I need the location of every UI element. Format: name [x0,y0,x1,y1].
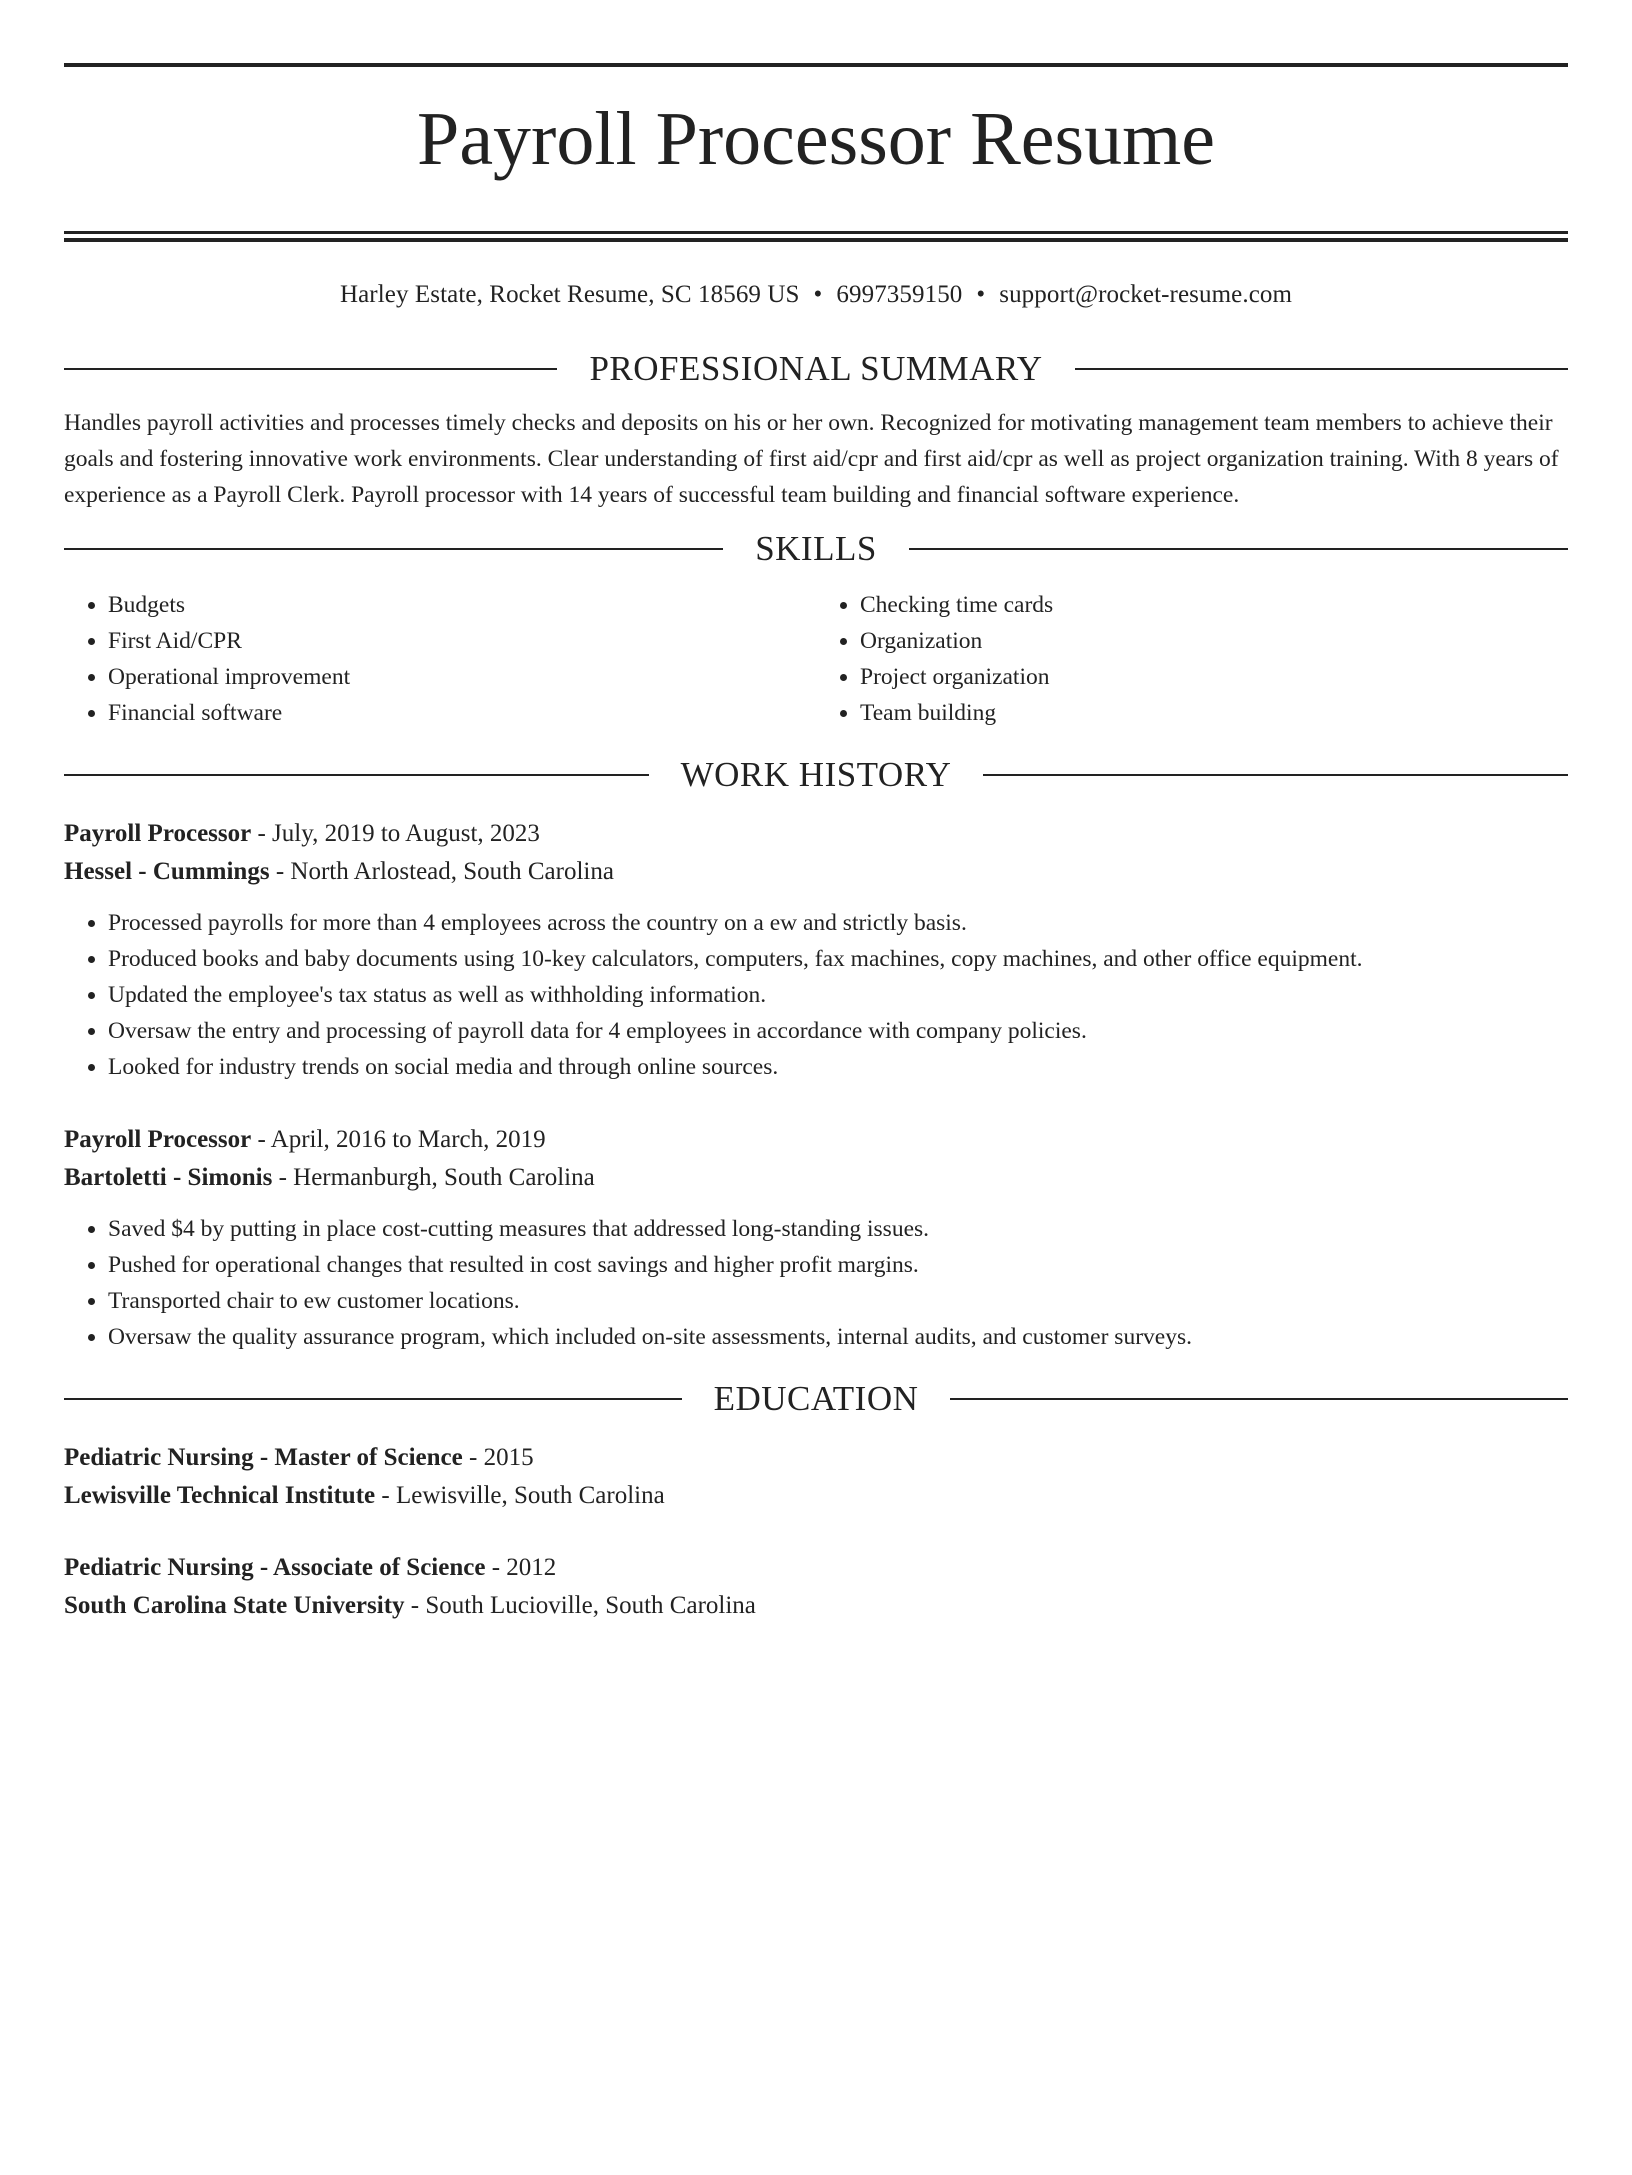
job-bullet: • Produced books and baby documents using 10-key calculators, computers, fax machines, copy machines, and other office equipment. [108,941,1568,977]
job-entry [64,1121,1568,1355]
section-rule-left [64,774,649,776]
job-bullet: • Saved $4 by putting in place cost-cutting measures that addressed long-standing issues. [108,1211,1568,1247]
section-rule-right [909,548,1568,550]
job-bullets [64,905,1568,1085]
job-bullet: • Updated the employee's tax status as well as withholding information. [108,977,1568,1013]
job-bullet: • Processed payrolls for more than 4 employees across the country on a ew and strictly basis. [108,905,1568,941]
contact-separator: • [976,281,986,308]
job-title-line [64,815,1568,853]
job-dates: - July, 2019 to August, 2023 [251,820,540,847]
education-school: South Carolina State University [64,1592,405,1619]
section-rule-left [64,1398,682,1400]
job-company-line [64,853,1568,891]
section-title-summary: PROFESSIONAL SUMMARY [589,349,1043,388]
job-company-line [64,1159,1568,1197]
education-location: - South Lucioville, South Carolina [404,1592,756,1619]
education-degree-line [64,1549,1568,1587]
section-rule-right [983,774,1568,776]
education-location: - Lewisville, South Carolina [375,1482,665,1509]
job-bullet: • Looked for industry trends on social media and through online sources. [108,1049,1568,1085]
section-rule-left [64,368,557,370]
skills-column-right [816,587,1568,731]
section-title-work: WORK HISTORY [680,755,952,794]
contact-address: Harley Estate, Rocket Resume, SC 18569 US [339,281,800,308]
section-header-education [64,1377,1568,1421]
resume-title: Payroll Processor Resume [417,97,1215,181]
education-entry [64,1439,1568,1515]
skill-item: • Budgets [108,587,816,623]
job-title: Payroll Processor [64,1126,252,1153]
education-year: - 2012 [485,1554,557,1581]
job-dates: - April, 2016 to March, 2019 [251,1126,546,1153]
job-entry [64,815,1568,1085]
section-header-skills [64,527,1568,571]
section-title-education: EDUCATION [713,1379,919,1418]
resume-page [0,63,1632,2175]
contact-phone: 6997359150 [836,281,963,308]
skills-list [64,587,1568,731]
skill-item: • Operational improvement [108,659,816,695]
education-school-line [64,1587,1568,1625]
section-title-skills: SKILLS [755,529,877,568]
skill-item: • First Aid/CPR [108,623,816,659]
top-rule [64,63,1568,67]
job-bullet: • Pushed for operational changes that resulted in cost savings and higher profit margins. [108,1247,1568,1283]
job-company: Bartoletti - Simonis [64,1164,273,1191]
contact-separator: • [813,281,823,308]
job-location: - North Arlostead, South Carolina [269,858,614,885]
education-degree-line [64,1439,1568,1477]
title-double-rule [64,231,1568,242]
job-bullets [64,1211,1568,1355]
skill-item: • Team building [860,695,1568,731]
education-entry [64,1549,1568,1625]
skill-item: • Project organization [860,659,1568,695]
job-bullet: • Oversaw the entry and processing of payroll data for 4 employees in accordance with company policies. [108,1013,1568,1049]
job-location: - Hermanburgh, South Carolina [272,1164,595,1191]
skill-item: • Checking time cards [860,587,1568,623]
education-degree: Pediatric Nursing - Associate of Science [64,1554,486,1581]
education-year: - 2015 [462,1444,534,1471]
section-header-summary [64,347,1568,391]
job-title-line [64,1121,1568,1159]
section-rule-right [950,1398,1568,1400]
contact-line [64,279,1568,311]
job-bullet: • Oversaw the quality assurance program, which included on-site assessments, internal audits, and customer surveys. [108,1319,1568,1355]
job-bullet: • Transported chair to ew customer locations. [108,1283,1568,1319]
education-degree: Pediatric Nursing - Master of Science [64,1444,463,1471]
education-school: Lewisville Technical Institute [64,1482,376,1509]
contact-email: support@rocket-resume.com [999,281,1293,308]
skills-column-left [64,587,816,731]
section-header-work [64,753,1568,797]
job-company: Hessel - Cummings [64,858,270,885]
section-rule-right [1075,368,1568,370]
education-school-line [64,1477,1568,1515]
section-rule-left [64,548,723,550]
skill-item: • Financial software [108,695,816,731]
summary-text: Handles payroll activities and processes timely checks and deposits on his or her own. Recognized for motivating management team members to achieve their goals and fostering innovative work environments. Clear understanding of first aid/cpr and first aid/cpr as well as project organization training. With 8 years of experience as a Payroll Clerk. Payroll processor with 14 years of successful team building and financial software experience. [64,410,1559,508]
job-title: Payroll Processor [64,820,252,847]
skill-item: • Organization [860,623,1568,659]
